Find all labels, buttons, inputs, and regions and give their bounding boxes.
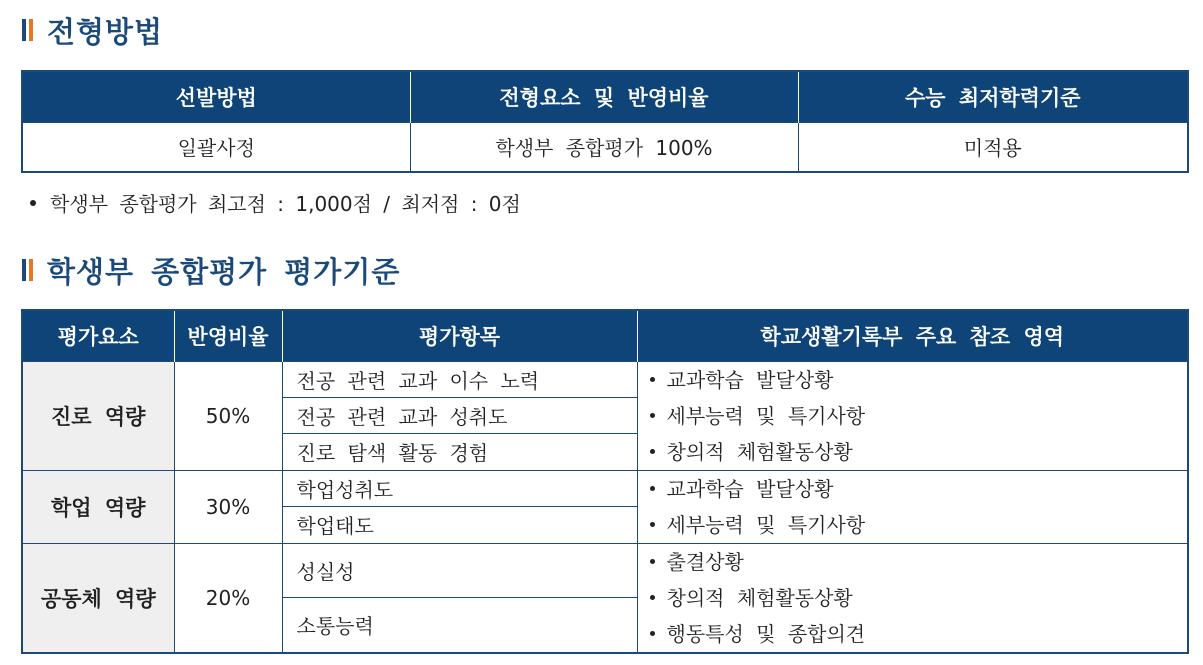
table-row [22,470,1188,507]
cell-csat-minimum: 미적용 [798,122,1188,172]
bullet-icon [650,595,655,600]
list-item-text: 세부능력 및 특기사항 [666,512,866,537]
section-title-admission-method [22,8,163,52]
header-references: 학교생활기록부 주요 참조 영역 [637,310,1188,361]
refs-academic [637,470,1188,543]
list-item [650,398,1188,434]
list-item-text: 세부능력 및 특기사항 [666,403,866,428]
list-item [650,362,1188,398]
reference-list [650,471,1188,543]
list-item-text: 창의적 체험활동상황 [666,585,853,610]
area-academic: 학업 역량 [22,470,174,543]
section-title-text: 전형방법 [47,14,164,49]
table-header-row [22,310,1188,361]
reference-list [650,544,1188,652]
section-marker-icon [22,19,33,41]
cell-elements-ratio: 학생부 종합평가 100% [410,122,798,172]
list-item [650,434,1188,470]
bullet-icon [650,631,655,636]
list-item [650,544,1188,580]
section-title-text: 학생부 종합평가 평가기준 [47,254,401,289]
header-csat-minimum: 수능 최저학력기준 [798,71,1188,122]
header-items: 평가항목 [282,310,637,361]
score-note [30,188,521,217]
list-item-text: 교과학습 발달상황 [666,476,834,501]
table-row [22,361,1188,397]
table-header-row [22,71,1188,122]
table-row [22,543,1188,598]
ratio-career: 50% [174,361,282,470]
header-ratio: 반영비율 [174,310,282,361]
table-row [22,122,1188,172]
item-cell: 학업성취도 [282,470,637,507]
header-selection-method: 선발방법 [22,71,410,122]
list-item-text: 창의적 체험활동상황 [666,439,853,464]
refs-career [637,361,1188,470]
list-item [650,616,1188,652]
list-item [650,580,1188,616]
bullet-icon [650,486,655,491]
bullet-icon [650,449,655,454]
evaluation-criteria-table [21,309,1189,654]
score-note-text: 학생부 종합평가 최고점 : 1,000점 / 최저점 : 0점 [50,192,521,216]
list-item-text: 출결상황 [666,549,744,574]
list-item [650,507,1188,543]
item-cell: 학업태도 [282,507,637,544]
admission-method-table [21,70,1189,173]
ratio-community: 20% [174,543,282,653]
bullet-icon [650,413,655,418]
bullet-icon [650,559,655,564]
header-element: 평가요소 [22,310,174,361]
header-elements-ratio: 전형요소 및 반영비율 [410,71,798,122]
area-career: 진로 역량 [22,361,174,470]
ratio-academic: 30% [174,470,282,543]
item-cell: 전공 관련 교과 이수 노력 [282,361,637,397]
section-marker-icon [22,259,33,281]
bullet-icon [30,200,36,206]
list-item-text: 행동특성 및 종합의견 [666,621,866,646]
item-cell: 진로 탐색 활동 경험 [282,434,637,470]
item-cell: 전공 관련 교과 성취도 [282,397,637,433]
refs-community [637,543,1188,653]
list-item [650,471,1188,507]
list-item-text: 교과학습 발달상황 [666,367,834,392]
area-community: 공동체 역량 [22,543,174,653]
bullet-icon [650,377,655,382]
bullet-icon [650,522,655,527]
reference-list [650,362,1188,470]
item-cell: 성실성 [282,543,637,598]
section-title-evaluation-criteria [22,248,400,292]
cell-selection-method: 일괄사정 [22,122,410,172]
item-cell: 소통능력 [282,598,637,653]
